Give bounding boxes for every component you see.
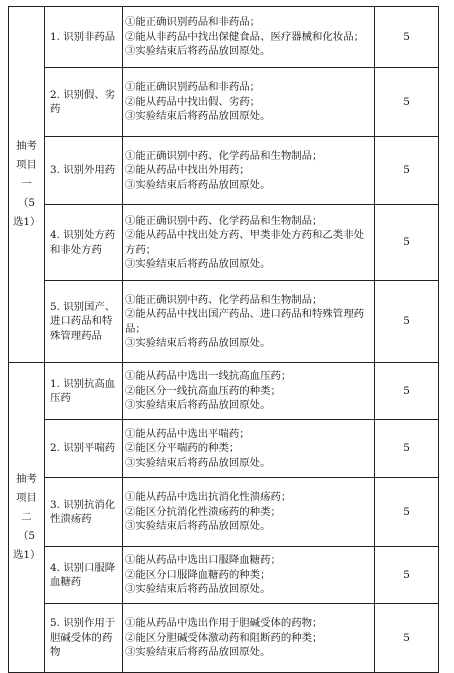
item-requirements [123, 137, 375, 205]
requirement-line: ③实验结束后将药品放回原处。 [125, 399, 271, 412]
item-requirements [123, 68, 375, 137]
item-score: 5 [375, 604, 439, 673]
requirement-line: ①能从药品中选出作用于胆碱受体的药物； [125, 617, 323, 630]
table-row [9, 205, 439, 281]
item-requirements [123, 478, 375, 547]
requirement-line: ②能从药品中找出处方药、甲类非处方药和乙类非处方药； [125, 229, 364, 256]
item-name: 2. 识别假、劣药 [45, 68, 123, 137]
requirement-line: ①能从药品中选出抗消化性溃疡药； [125, 491, 292, 504]
item-name: 1. 识别非药品 [45, 7, 123, 68]
table-row [9, 68, 439, 137]
requirement-line: ②能从非药品中找出保健食品、医疗器械和化妆品； [125, 30, 364, 43]
item-score: 5 [375, 205, 439, 281]
requirement-line: ②能区分口服降血糖药的种类； [125, 568, 271, 581]
requirement-line: ③实验结束后将药品放回原处。 [125, 45, 271, 58]
requirement-line: ①能正确识别药品和非药品； [125, 81, 261, 94]
requirement-line: ③实验结束后将药品放回原处。 [125, 583, 271, 596]
item-score: 5 [375, 547, 439, 604]
item-name: 3. 识别抗消化性溃疡药 [45, 478, 123, 547]
item-score: 5 [375, 137, 439, 205]
requirement-line: ①能从药品中选出口服降血糖药； [125, 554, 281, 567]
requirement-line: ③实验结束后将药品放回原处。 [125, 520, 271, 533]
item-score: 5 [375, 281, 439, 363]
requirement-line: ②能从药品中找出假、劣药； [125, 95, 261, 108]
requirement-line: ③实验结束后将药品放回原处。 [125, 178, 271, 191]
item-score: 5 [375, 7, 439, 68]
requirement-line: ②能区分胆碱受体激动药和阻断药的种类； [125, 631, 323, 644]
item-name: 1. 识别抗高血压药 [45, 363, 123, 420]
requirement-line: ②能从药品中找出国产药品、进口药品和特殊管理药品； [125, 308, 364, 335]
group-title: 抽考项目一（5选1） [9, 7, 45, 363]
item-name: 4. 识别处方药和非处方药 [45, 205, 123, 281]
item-score: 5 [375, 420, 439, 478]
requirement-line: ②能区分抗消化性溃疡药的种类； [125, 505, 281, 518]
requirement-line: ①能正确识别中药、化学药品和生物制品； [125, 214, 323, 227]
requirement-line: ②能从药品中找出外用药； [125, 164, 250, 177]
requirement-line: ①能从药品中选出一线抗高血压药； [125, 370, 292, 383]
table-row [9, 478, 439, 547]
item-requirements [123, 420, 375, 478]
item-requirements [123, 281, 375, 363]
requirement-line: ③实验结束后将药品放回原处。 [125, 646, 271, 659]
item-name: 5. 识别国产、进口药品和特殊管理药品 [45, 281, 123, 363]
item-score: 5 [375, 68, 439, 137]
requirement-line: ②能区分一线抗高血压药的种类； [125, 384, 281, 397]
requirement-line: ③实验结束后将药品放回原处。 [125, 258, 271, 270]
item-requirements [123, 7, 375, 68]
item-requirements [123, 205, 375, 281]
requirement-line: ①能正确识别药品和非药品； [125, 16, 261, 29]
requirement-line: ③实验结束后将药品放回原处。 [125, 456, 271, 469]
requirement-line: ③实验结束后将药品放回原处。 [125, 110, 271, 123]
requirement-line: ①能正确识别中药、化学药品和生物制品； [125, 149, 323, 162]
table-row [9, 363, 439, 420]
item-requirements [123, 604, 375, 673]
item-requirements [123, 547, 375, 604]
item-name: 5. 识别作用于胆碱受体的药物 [45, 604, 123, 673]
group-title: 抽考项目二（5选1） [9, 363, 45, 673]
exam-items-table [8, 6, 439, 673]
table-row [9, 7, 439, 68]
item-score: 5 [375, 478, 439, 547]
item-score: 5 [375, 363, 439, 420]
item-name: 3. 识别外用药 [45, 137, 123, 205]
table-row [9, 281, 439, 363]
table-row [9, 420, 439, 478]
item-requirements [123, 363, 375, 420]
requirement-line: ①能从药品中选出平喘药； [125, 427, 250, 440]
requirement-line: ①能正确识别中药、化学药品和生物制品； [125, 293, 323, 306]
item-name: 2. 识别平喘药 [45, 420, 123, 478]
table-row [9, 547, 439, 604]
item-name: 4. 识别口服降血糖药 [45, 547, 123, 604]
requirement-line: ③实验结束后将药品放回原处。 [125, 337, 271, 349]
table-row [9, 137, 439, 205]
table-row [9, 604, 439, 673]
requirement-line: ②能区分平喘药的种类； [125, 442, 240, 455]
